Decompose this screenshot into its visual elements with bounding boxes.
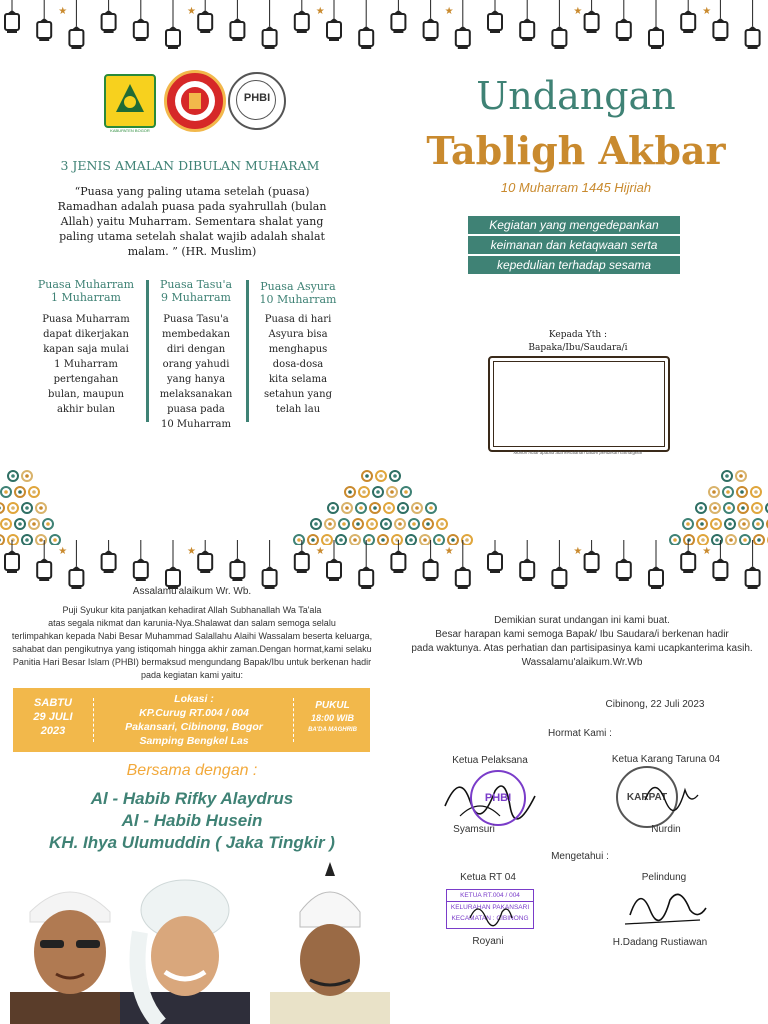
speaker-name: KH. Ihya Ulumuddin ( Jaka Tingkir ) — [49, 833, 335, 852]
lantern-icon — [713, 0, 727, 41]
lantern-decoration-top — [0, 0, 768, 60]
lantern-icon — [520, 540, 534, 581]
body-line: sahabat dan pengikutnya yang istiqomah hingga akhir zaman.Dengan hormat,kami selaku — [12, 644, 372, 654]
karang-taruna-logo — [164, 70, 226, 132]
pattern-cluster — [0, 471, 60, 545]
lantern-icon — [230, 540, 244, 581]
body-line: atas segala nikmat dan karunia-Nya.Shalawat dan salam semoga selalu — [48, 618, 336, 628]
signer-name-2: Nurdin — [651, 824, 681, 835]
time-label: PUKUL — [315, 700, 350, 711]
body-line: terlimpahkan kepada Nabi Besar Muhammad Salallahu Alaihi Wassalam beserta keluarga, — [11, 631, 373, 641]
location-line: Samping Bengkel Las — [139, 735, 249, 747]
svg-text:★: ★ — [702, 6, 712, 17]
svg-text:★: ★ — [187, 6, 196, 17]
lantern-icon — [198, 540, 212, 573]
tagline-line: kepedulian terhadap sesama — [468, 256, 680, 274]
lantern-icon — [359, 0, 373, 49]
lantern-icon — [134, 540, 148, 581]
signature-2 — [640, 770, 700, 820]
amalan-heading: 3 JENIS AMALAN DIBULAN MUHARAM — [60, 158, 320, 173]
svg-text:★: ★ — [58, 6, 68, 17]
column-line: yang hanya — [166, 374, 226, 385]
svg-text:★: ★ — [315, 6, 325, 17]
column-line: orang yahudi — [162, 359, 230, 370]
lantern-icon — [552, 540, 582, 589]
column-line: 10 Muharram — [161, 419, 231, 430]
column-title-line: 10 Muharram — [259, 293, 337, 306]
lantern-icon — [295, 0, 325, 33]
pattern-cluster — [670, 471, 768, 545]
lantern-icon — [424, 0, 454, 41]
event-location — [99, 692, 289, 748]
column-line: bulan, maupun — [48, 389, 124, 400]
event-info-banner — [13, 688, 370, 752]
speaker-name: Al - Habib Rifky Alaydrus — [90, 789, 294, 808]
column-line: kapan saja mulai — [43, 344, 129, 355]
lantern-icon — [263, 540, 277, 589]
invitation-title: Undangan — [476, 74, 676, 118]
greeting: Assalamu'alaikum Wr. Wb. — [132, 586, 252, 597]
column-line: melaksanakan — [159, 389, 233, 400]
column-title-line: Puasa Muharram — [37, 278, 135, 291]
lantern-icon — [102, 0, 116, 33]
hijri-date: 10 Muharram 1445 Hijriah — [500, 180, 652, 195]
stamp-line: KETUA RT.004 / 004 — [447, 890, 533, 902]
location-line: KP.Curug RT.004 / 004 — [139, 707, 249, 719]
lantern-icon — [746, 0, 760, 49]
closing-line: Wassalamu'alaikum.Wr.Wb — [521, 657, 643, 668]
column-line: telah lau — [275, 404, 321, 415]
lantern-icon — [391, 0, 405, 33]
column-line: membedakan — [161, 329, 231, 340]
lantern-icon — [198, 0, 212, 33]
lantern-icon — [37, 0, 67, 41]
with-label: Bersama dengan : — [126, 762, 258, 779]
time-value: 18:00 WIB — [310, 713, 354, 723]
tagline-line: Kegiatan yang mengedepankan — [468, 216, 680, 234]
column-line: setahun yang — [264, 389, 332, 400]
lantern-icon — [585, 540, 599, 573]
speaker-name: Al - Habib Husein — [121, 811, 263, 830]
tagline-banner — [460, 216, 688, 274]
column-line: Asyura bisa — [268, 329, 328, 340]
closing-line: Demikian surat undangan ini kami buat. — [494, 615, 670, 626]
year-label: 2023 — [40, 725, 66, 737]
apology-note: Mohon maaf apabila ada kesalahan dalam penulisan nama/gelar — [513, 450, 643, 455]
place-date: Cibinong, 22 Juli 2023 — [605, 699, 705, 710]
lantern-icon — [488, 0, 502, 33]
lantern-icon — [713, 540, 727, 581]
stamp-line: KECAMATAN : CIBINONG — [451, 915, 529, 922]
speaker-list — [0, 788, 384, 854]
lantern-icon — [617, 0, 631, 41]
lantern-icon — [37, 540, 67, 581]
lantern-icon — [649, 0, 663, 49]
lantern-icon — [134, 0, 148, 41]
svg-text:★: ★ — [187, 546, 196, 557]
lantern-icon — [230, 0, 244, 41]
body-line: Panitia Hari Besar Islam (PHBI) bermaksud mengundang Bapak/Ibu untuk berkenan hadir — [12, 657, 372, 667]
signer-name-4: H.Dadang Rustiawan — [612, 937, 708, 948]
pattern-cluster — [294, 471, 472, 545]
time-note: BA'DA MAGHRIB — [308, 727, 357, 733]
column-line: 1 Muharram — [54, 359, 118, 370]
lantern-icon — [649, 540, 663, 589]
column-body-tasua — [146, 312, 246, 432]
lantern-icon — [424, 540, 454, 581]
signature-3 — [466, 896, 516, 930]
stamp-line: KELURAHAN PAKANSARI — [450, 904, 530, 911]
column-line: akhir bulan — [56, 404, 116, 415]
lantern-icon — [681, 0, 711, 33]
speaker-photo-2 — [120, 880, 250, 1024]
respect-label: Hormat Kami : — [548, 728, 612, 739]
body-line: pada kegiatan kami yaitu: — [140, 670, 244, 680]
lantern-icon — [327, 540, 341, 581]
column-title-line: 9 Muharram — [161, 291, 231, 304]
svg-text:★: ★ — [702, 546, 712, 557]
column-line: Puasa di hari — [264, 314, 332, 325]
day-label: SABTU — [34, 697, 72, 709]
phbi-stamp — [470, 770, 526, 826]
recipient-label: Kepada Yth : — [548, 330, 608, 340]
signer-name-3: Royani — [472, 936, 504, 947]
role-chief-organizer: Ketua Pelaksana — [452, 755, 528, 766]
column-line: menghapus — [268, 344, 328, 355]
lantern-icon — [391, 540, 405, 573]
bogor-regency-logo — [104, 74, 156, 133]
lantern-icon — [746, 540, 760, 589]
role-youth-chief: Ketua Karang Taruna 04 — [611, 754, 721, 765]
lantern-icon — [102, 540, 116, 573]
phbi-logo — [228, 72, 286, 130]
column-line: dosa-dosa — [272, 359, 324, 370]
recipient-sub-label: Bapaka/Ibu/Saudara/i — [528, 343, 628, 353]
event-day — [13, 696, 93, 738]
column-line: diri dengan — [166, 344, 226, 355]
lantern-icon — [617, 540, 631, 581]
closing-line: pada waktunya. Atas perhatian dan partisipasinya kami ucapkanterima kasih. — [411, 643, 753, 654]
islamic-pattern-ornament — [0, 455, 768, 545]
column-line: Puasa Tasu'a — [163, 314, 229, 325]
lantern-icon — [5, 540, 19, 573]
svg-text:★: ★ — [315, 546, 325, 557]
column-line: Puasa Muharram — [42, 314, 130, 325]
logo-label: KABUPATEN BOGOR — [110, 128, 150, 133]
column-line: puasa pada — [167, 404, 225, 415]
column-body-muharram — [36, 312, 136, 417]
lantern-icon — [166, 0, 196, 49]
lantern-icon — [456, 540, 470, 589]
location-line: Pakansari, Cibinong, Bogor — [125, 721, 263, 733]
stamp-text: KARPAT — [626, 791, 668, 803]
column-line: pertengahan — [53, 374, 119, 385]
role-protector: Pelindung — [641, 872, 687, 883]
signature-4 — [620, 880, 710, 936]
lantern-icon — [488, 540, 502, 573]
lantern-icon — [552, 0, 582, 49]
lantern-icon — [263, 0, 277, 49]
hadith-quote: “Puasa yang paling utama setelah (puasa) Ramadhan adalah puasa pada syahrullah (bulan Allah) yaitu Muharram. Sementara shalat yang paling utama setelah shalat wajib adalah shalat malam. ” (HR. Muslim) — [57, 185, 327, 258]
divider-line — [93, 698, 95, 742]
recipient-name-box[interactable] — [488, 356, 670, 452]
lantern-icon — [166, 540, 196, 589]
signer-name-1: Syamsuri — [453, 824, 495, 835]
lantern-icon — [456, 0, 470, 49]
stamp-text: PHBI — [484, 792, 512, 804]
lantern-icon — [69, 540, 83, 589]
svg-text:★: ★ — [444, 546, 454, 557]
column-line: dapat dikerjakan — [43, 329, 129, 340]
svg-text:★: ★ — [58, 546, 68, 557]
invitation-body — [0, 604, 384, 682]
location-label: Lokasi : — [174, 693, 214, 705]
closing-line: Besar harapan kami semoga Bapak/ Ibu Saudara/i berkenan hadir — [435, 629, 729, 640]
column-line: kita selama — [268, 374, 328, 385]
svg-text:★: ★ — [573, 6, 583, 17]
svg-text:★: ★ — [444, 6, 454, 17]
lantern-icon — [295, 540, 325, 573]
column-title-line: 1 Muharram — [51, 291, 121, 304]
column-title-muharram — [36, 278, 136, 304]
lantern-icon — [585, 0, 599, 33]
speaker-photos — [0, 852, 390, 1024]
date-label: 29 JULI — [33, 711, 73, 723]
lantern-icon — [359, 540, 373, 589]
lantern-icon — [681, 540, 711, 573]
lantern-icon — [69, 0, 83, 49]
body-line: Puji Syukur kita panjatkan kehadirat Allah Subhanallah Wa Ta'ala — [62, 605, 322, 615]
column-title-asyura — [248, 280, 348, 306]
tagline-line: keimanan dan ketaqwaan serta — [468, 236, 680, 254]
lantern-icon — [327, 0, 341, 41]
column-title-line: Puasa Tasu'a — [159, 278, 233, 291]
column-body-asyura — [248, 312, 348, 417]
event-title: Tabligh Akbar — [426, 128, 726, 173]
event-time — [295, 700, 370, 736]
lantern-icon — [520, 0, 534, 41]
phbi-logo-label: PHBI — [243, 92, 271, 104]
speaker-photo-1 — [10, 892, 120, 1024]
svg-text:★: ★ — [573, 546, 583, 557]
speaker-photo-3 — [270, 862, 390, 1024]
closing-text — [400, 614, 764, 670]
role-rt-chief: Ketua RT 04 — [460, 872, 516, 883]
column-title-line: Puasa Asyura — [260, 280, 336, 293]
acknowledge-label: Mengetahui : — [551, 851, 609, 862]
lantern-icon — [5, 0, 19, 33]
column-title-tasua — [146, 278, 246, 304]
